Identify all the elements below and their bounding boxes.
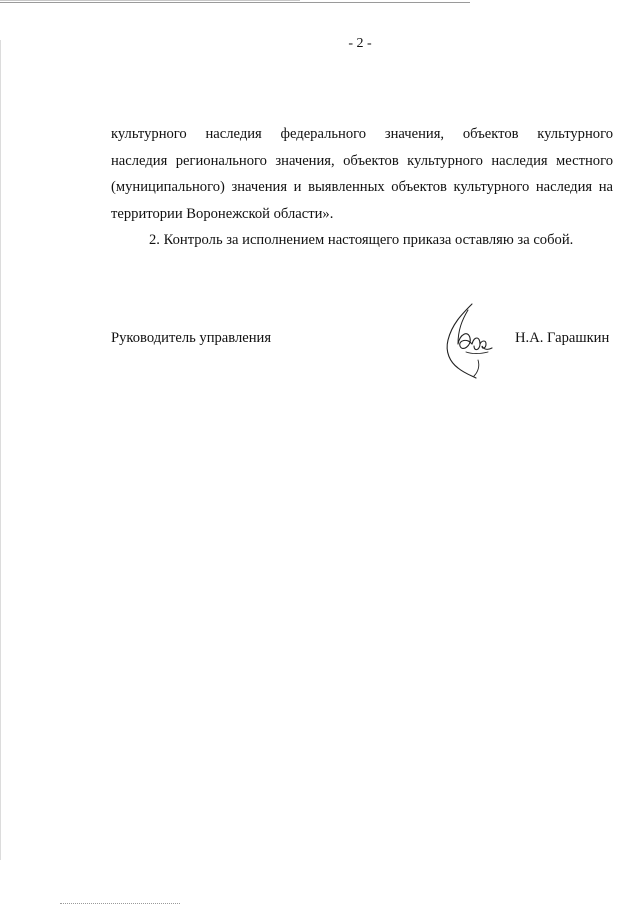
body-line: культурного наследия федерального значения, объектов культурного [111, 126, 613, 142]
handwritten-signature [438, 300, 498, 380]
body-text [111, 121, 613, 254]
page-number: - 2 - [348, 36, 372, 51]
body-line: территории Воронежской области». [111, 205, 334, 222]
scan-artifact-left-edge [0, 40, 1, 860]
list-item-2: 2. Контроль за исполнением настоящего приказа оставляю за собой. [149, 232, 574, 248]
body-line: (муниципального) значения и выявленных объектов культурного наследия на [111, 179, 613, 195]
scan-artifact-top-faint [0, 0, 300, 1]
body-line: наследия регионального значения, объектов культурного наследия местного [111, 152, 613, 169]
scan-artifact-top [0, 2, 470, 3]
signature-title: Руководитель управления [111, 330, 272, 346]
signature-name: Н.А. Гарашкин [515, 330, 610, 346]
